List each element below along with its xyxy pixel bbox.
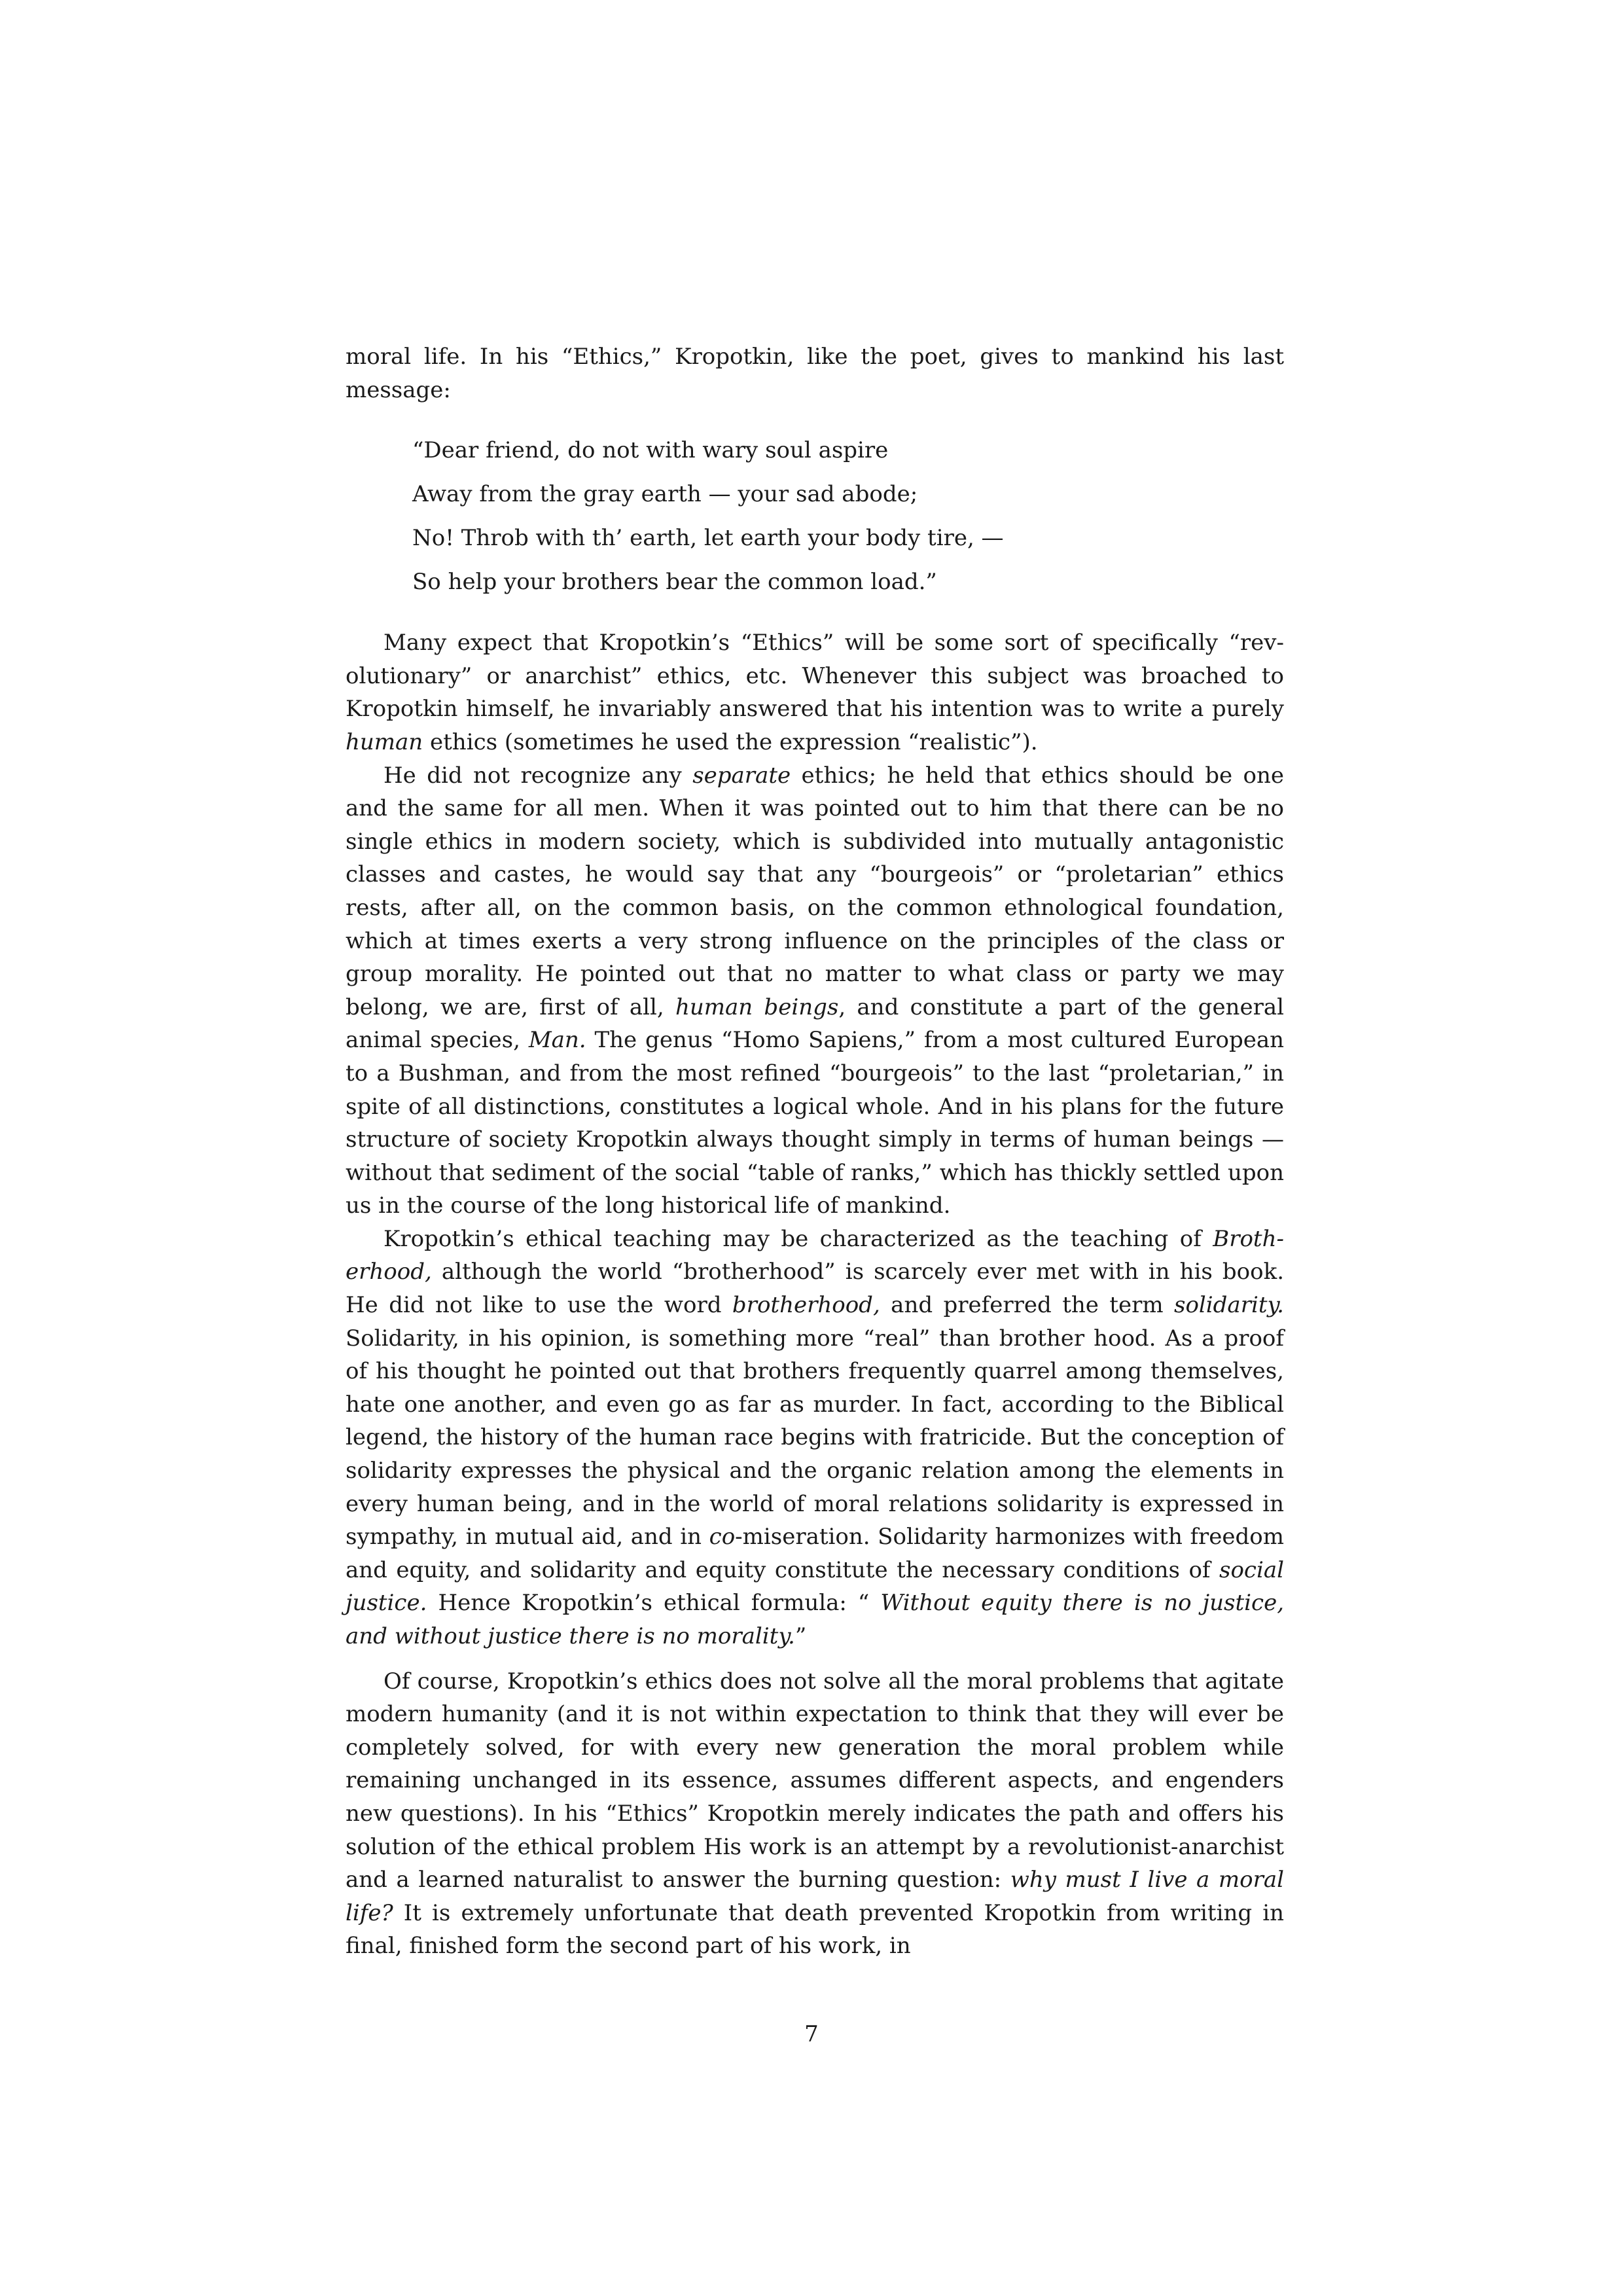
text-run: It is extremely unfortunate that death prevented Kropotkin from writing in final, finished form the second part of his work, in <box>346 1899 1284 1960</box>
text-run: ethics (sometimes he used the expression “realistic”). <box>423 728 1038 755</box>
emphasis: separate <box>692 762 791 789</box>
text-run: Kropotkin’s ethical teaching may be characterized as the teaching of <box>383 1225 1213 1252</box>
emphasis: co <box>709 1524 736 1551</box>
body-text <box>346 340 1284 1963</box>
text-run: moral life. In his “Ethics,” Kropotkin, like the poet, gives to mankind his last message: <box>346 344 1284 403</box>
text-run: Hence Kropotkin’s ethical formula: “ <box>427 1590 881 1617</box>
paragraph <box>346 759 1284 1223</box>
text-run: Solidarity, in his opinion, is something more “real” than brother hood. As a proof of his thought he pointed out that brothers frequently quarrel among themselves, hate one another, and even go as far as murder. In fact, according to the Biblical legend, the history of the human race begins with fratricide. But the conception of solidarity expresses the physical and the organic relation among the elements in every human being, and in the world of moral relations solidarity is expressed in sympathy, in mutual aid, and in <box>346 1325 1284 1551</box>
emphasis: Man. <box>528 1027 586 1054</box>
poem-line: “Dear friend, do not with wary soul aspire <box>412 437 889 464</box>
emphasis: brotherhood, <box>732 1292 880 1319</box>
page-number: 7 <box>804 2021 819 2047</box>
emphasis: why must I live a moral life? <box>346 1867 1284 1926</box>
paragraph <box>346 1223 1284 1653</box>
emphasis: solidarity. <box>1174 1292 1284 1319</box>
emphasis: Brotherhood, <box>346 1225 1284 1285</box>
poem-line: So help your brothers bear the common load.” <box>412 569 937 596</box>
poem-line: No! Throb with th’ earth, let earth your body tire, — <box>412 525 1004 552</box>
paragraph <box>346 1665 1284 1963</box>
text-run: The genus “Homo Sapiens,” from a most cultured European to a Bushman, and from the most refined “bourgeois” to the last “proletarian,” in spite of all distinctions, constitutes a logical whole. And in his plans for the future structure of society Kropotkin always thought simply in terms of human beings — without that sediment of the social “table of ranks,” which has thickly settled upon us in the course of the long historical life of mankind. <box>346 1027 1285 1219</box>
text-run: Many expect that Kropotkin’s “Ethics” will be some sort of specifically “revolutionary” or anarchist” ethics, etc. Whenever this subject was broached to Kropotkin himself, he invariably answered that his intention was to write a purely <box>346 630 1284 723</box>
text-run: , and constitute a part of the general animal species, <box>346 994 1284 1054</box>
text-run: ” <box>794 1623 807 1649</box>
emphasis: human <box>346 728 423 755</box>
paragraph-intro <box>346 340 1284 406</box>
text-run: and preferred the term <box>880 1292 1174 1319</box>
text-run: -miseration. Solidarity harmonizes with freedom and equity, and solidarity and equity constitute the necessary conditions of <box>346 1524 1285 1583</box>
text-run: although the world “brotherhood” is scarcely ever met with in his book. He did not like to use the word <box>346 1259 1284 1319</box>
paragraph <box>346 626 1284 759</box>
emphasis: Without equity there is no justice, and without justice there is no morality. <box>346 1590 1284 1649</box>
poem-quote <box>412 429 1284 604</box>
emphasis: human beings <box>675 994 839 1020</box>
text-run: He did not recognize any <box>383 762 693 789</box>
text-run: ethics; he held that ethics should be one and the same for all men. When it was pointed out to him that there can be no single ethics in modern society, which is subdivided into mutually antagonistic classes and castes, he would say that any “bourgeois” or “proletarian” ethics rests, after all, on the common basis, on the common ethnological foundation, which at times exerts a very strong influence on the principles of the class or group morality. He pointed out that no matter to what class or party we may belong, we are, first of all, <box>346 762 1285 1020</box>
poem-line: Away from the gray earth — your sad abode; <box>412 481 918 508</box>
text-run: Of course, Kropotkin’s ethics does not solve all the moral problems that agitate modern humanity (and it is not within expectation to think that they will ever be completely solved, for with every new generation the moral problem while remaining unchanged in its essence, assumes different aspects, and engenders new questions). In his “Ethics” Kropotkin merely indicates the path and offers his solution of the ethical problem His work is an attempt by a revolutionist-anarchist and a learned naturalist to answer the burning question: <box>346 1668 1284 1893</box>
emphasis: social justice. <box>346 1556 1284 1617</box>
